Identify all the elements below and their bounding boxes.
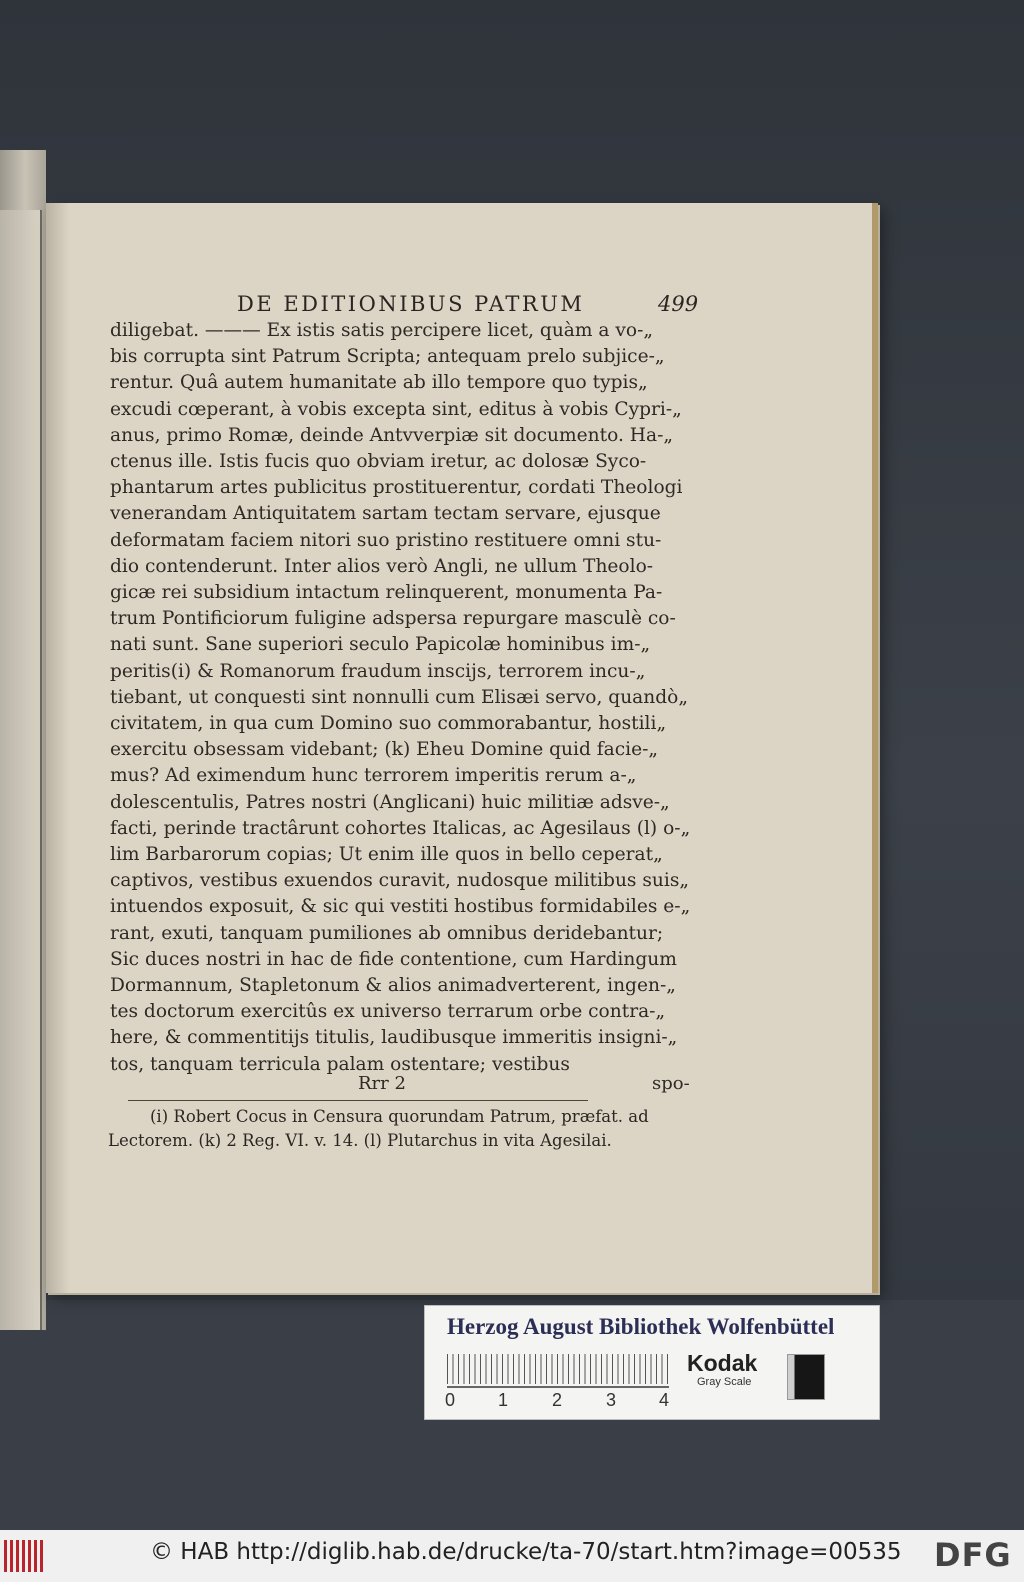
ruler-ticks (447, 1354, 669, 1384)
text-line: gicæ rei subsidium intactum relinquerent, monumenta Pa- (110, 582, 663, 604)
text-line: tos, tanquam terricula palam ostentare; vestibus (110, 1053, 570, 1075)
text-line: peritis(i) & Romanorum fraudum inscijs, terrorem incu-„ (110, 660, 646, 682)
text-line: diligebat. ——— Ex istis satis percipere licet, quàm a vo-„ (110, 320, 654, 341)
ruler-numbers (443, 1390, 683, 1412)
page-number: 499 (658, 292, 699, 316)
text-line: trum Pontificiorum fuligine adspersa repurgare masculè co- (110, 608, 676, 630)
text-line: venerandam Antiquitatem sartam tectam servare, ejusque (110, 503, 661, 525)
gray-swatch (787, 1354, 825, 1400)
text-line: civitatem, in qua cum Domino suo commorabantur, hostili„ (110, 713, 667, 735)
text-line: rant, exuti, tanquam pumiliones ab omnibus deridebantur; (110, 922, 664, 944)
footer-bar (0, 1530, 1024, 1582)
kodak-logo: Kodak (687, 1350, 758, 1376)
page-gutter-shadow (46, 203, 70, 1293)
running-head: DE EDITIONIBUS PATRUM (237, 292, 585, 316)
text-line: dio contenderunt. Inter alios verò Angli, ne ullum Theolo- (110, 555, 654, 577)
ruler-number: 3 (606, 1390, 617, 1410)
text-line: excudi cœperant, à vobis excepta sint, editus à vobis Cypri-„ (110, 398, 682, 420)
text-line: dolescentulis, Patres nostri (Anglicani) huic militiæ adsve-„ (110, 791, 670, 813)
text-line: ctenus ille. Istis fucis quo obviam iretur, ac dolosæ Syco- (110, 451, 647, 473)
signature-mark: Rrr 2 (358, 1073, 406, 1094)
text-line: tiebant, ut conquesti sint nonnulli cum Elisæi servo, quandò„ (110, 686, 688, 708)
ruler-number: 1 (498, 1390, 509, 1410)
footnote-rule (128, 1100, 588, 1101)
text-line: lim Barbarorum copias; Ut enim ille quos in bello ceperat„ (110, 844, 663, 866)
ruler-baseline (447, 1386, 669, 1388)
text-line: intuendos exposuit, & sic qui vestiti hostibus formidabiles e-„ (110, 896, 691, 918)
footnote-line: (i) Robert Cocus in Censura quorundam Patrum, præfat. ad (150, 1107, 649, 1126)
ruler-number: 4 (659, 1390, 670, 1410)
text-line: nati sunt. Sane superiori seculo Papicolæ hominibus im-„ (110, 634, 651, 656)
catchword: spo- (652, 1073, 690, 1094)
left-page-edge-inner (0, 210, 42, 1330)
footer-copyright-link[interactable]: © HAB http://diglib.hab.de/drucke/ta-70/start.htm?image=00535 (150, 1539, 902, 1565)
text-line: deformatam faciem nitori suo pristino restituere omni stu- (110, 529, 662, 551)
text-line: rentur. Quâ autem humanitate ab illo tempore quo typis„ (110, 372, 648, 394)
text-line: exercitu obsessam videbant; (k) Eheu Domine quid facie-„ (110, 739, 658, 761)
body-text (110, 318, 700, 1078)
text-line: phantarum artes publicitus prostituerentur, cordati Theologi (110, 477, 683, 499)
text-line: here, & commentitijs titulis, laudibusque immeritis insigni-„ (110, 1027, 678, 1049)
text-line: bis corrupta sint Patrum Scripta; antequam prelo subjice-„ (110, 346, 665, 368)
footnote-line: Lectorem. (k) 2 Reg. VI. v. 14. (l) Plutarchus in vita Agesilai. (108, 1131, 612, 1150)
text-line: Sic duces nostri in hac de fide contentione, cum Hardingum (110, 948, 677, 970)
text-line: facti, perinde tractârunt cohortes Italicas, ac Agesilaus (l) o-„ (110, 817, 691, 839)
dfg-logo: DFG (934, 1536, 1012, 1574)
institution-name: Herzog August Bibliothek Wolfenbüttel (447, 1314, 835, 1339)
text-line: Dormannum, Stapletonum & alios animadverterent, ingen-„ (110, 975, 676, 997)
ruler-number: 2 (552, 1390, 563, 1410)
hab-barcode-logo-icon (4, 1540, 46, 1572)
text-line: captivos, vestibus exuendos curavit, nudosque militibus suis„ (110, 870, 690, 892)
text-line: tes doctorum exercitûs ex universo terrarum orbe contra-„ (110, 1001, 666, 1023)
text-line: mus? Ad eximendum hunc terrorem imperitis rerum a-„ (110, 765, 637, 787)
text-line: anus, primo Romæ, deinde Antvverpiæ sit documento. Ha-„ (110, 424, 673, 446)
gray-scale-label: Gray Scale (697, 1376, 752, 1388)
color-target-card (424, 1305, 880, 1420)
ruler-number: 0 (445, 1390, 456, 1410)
